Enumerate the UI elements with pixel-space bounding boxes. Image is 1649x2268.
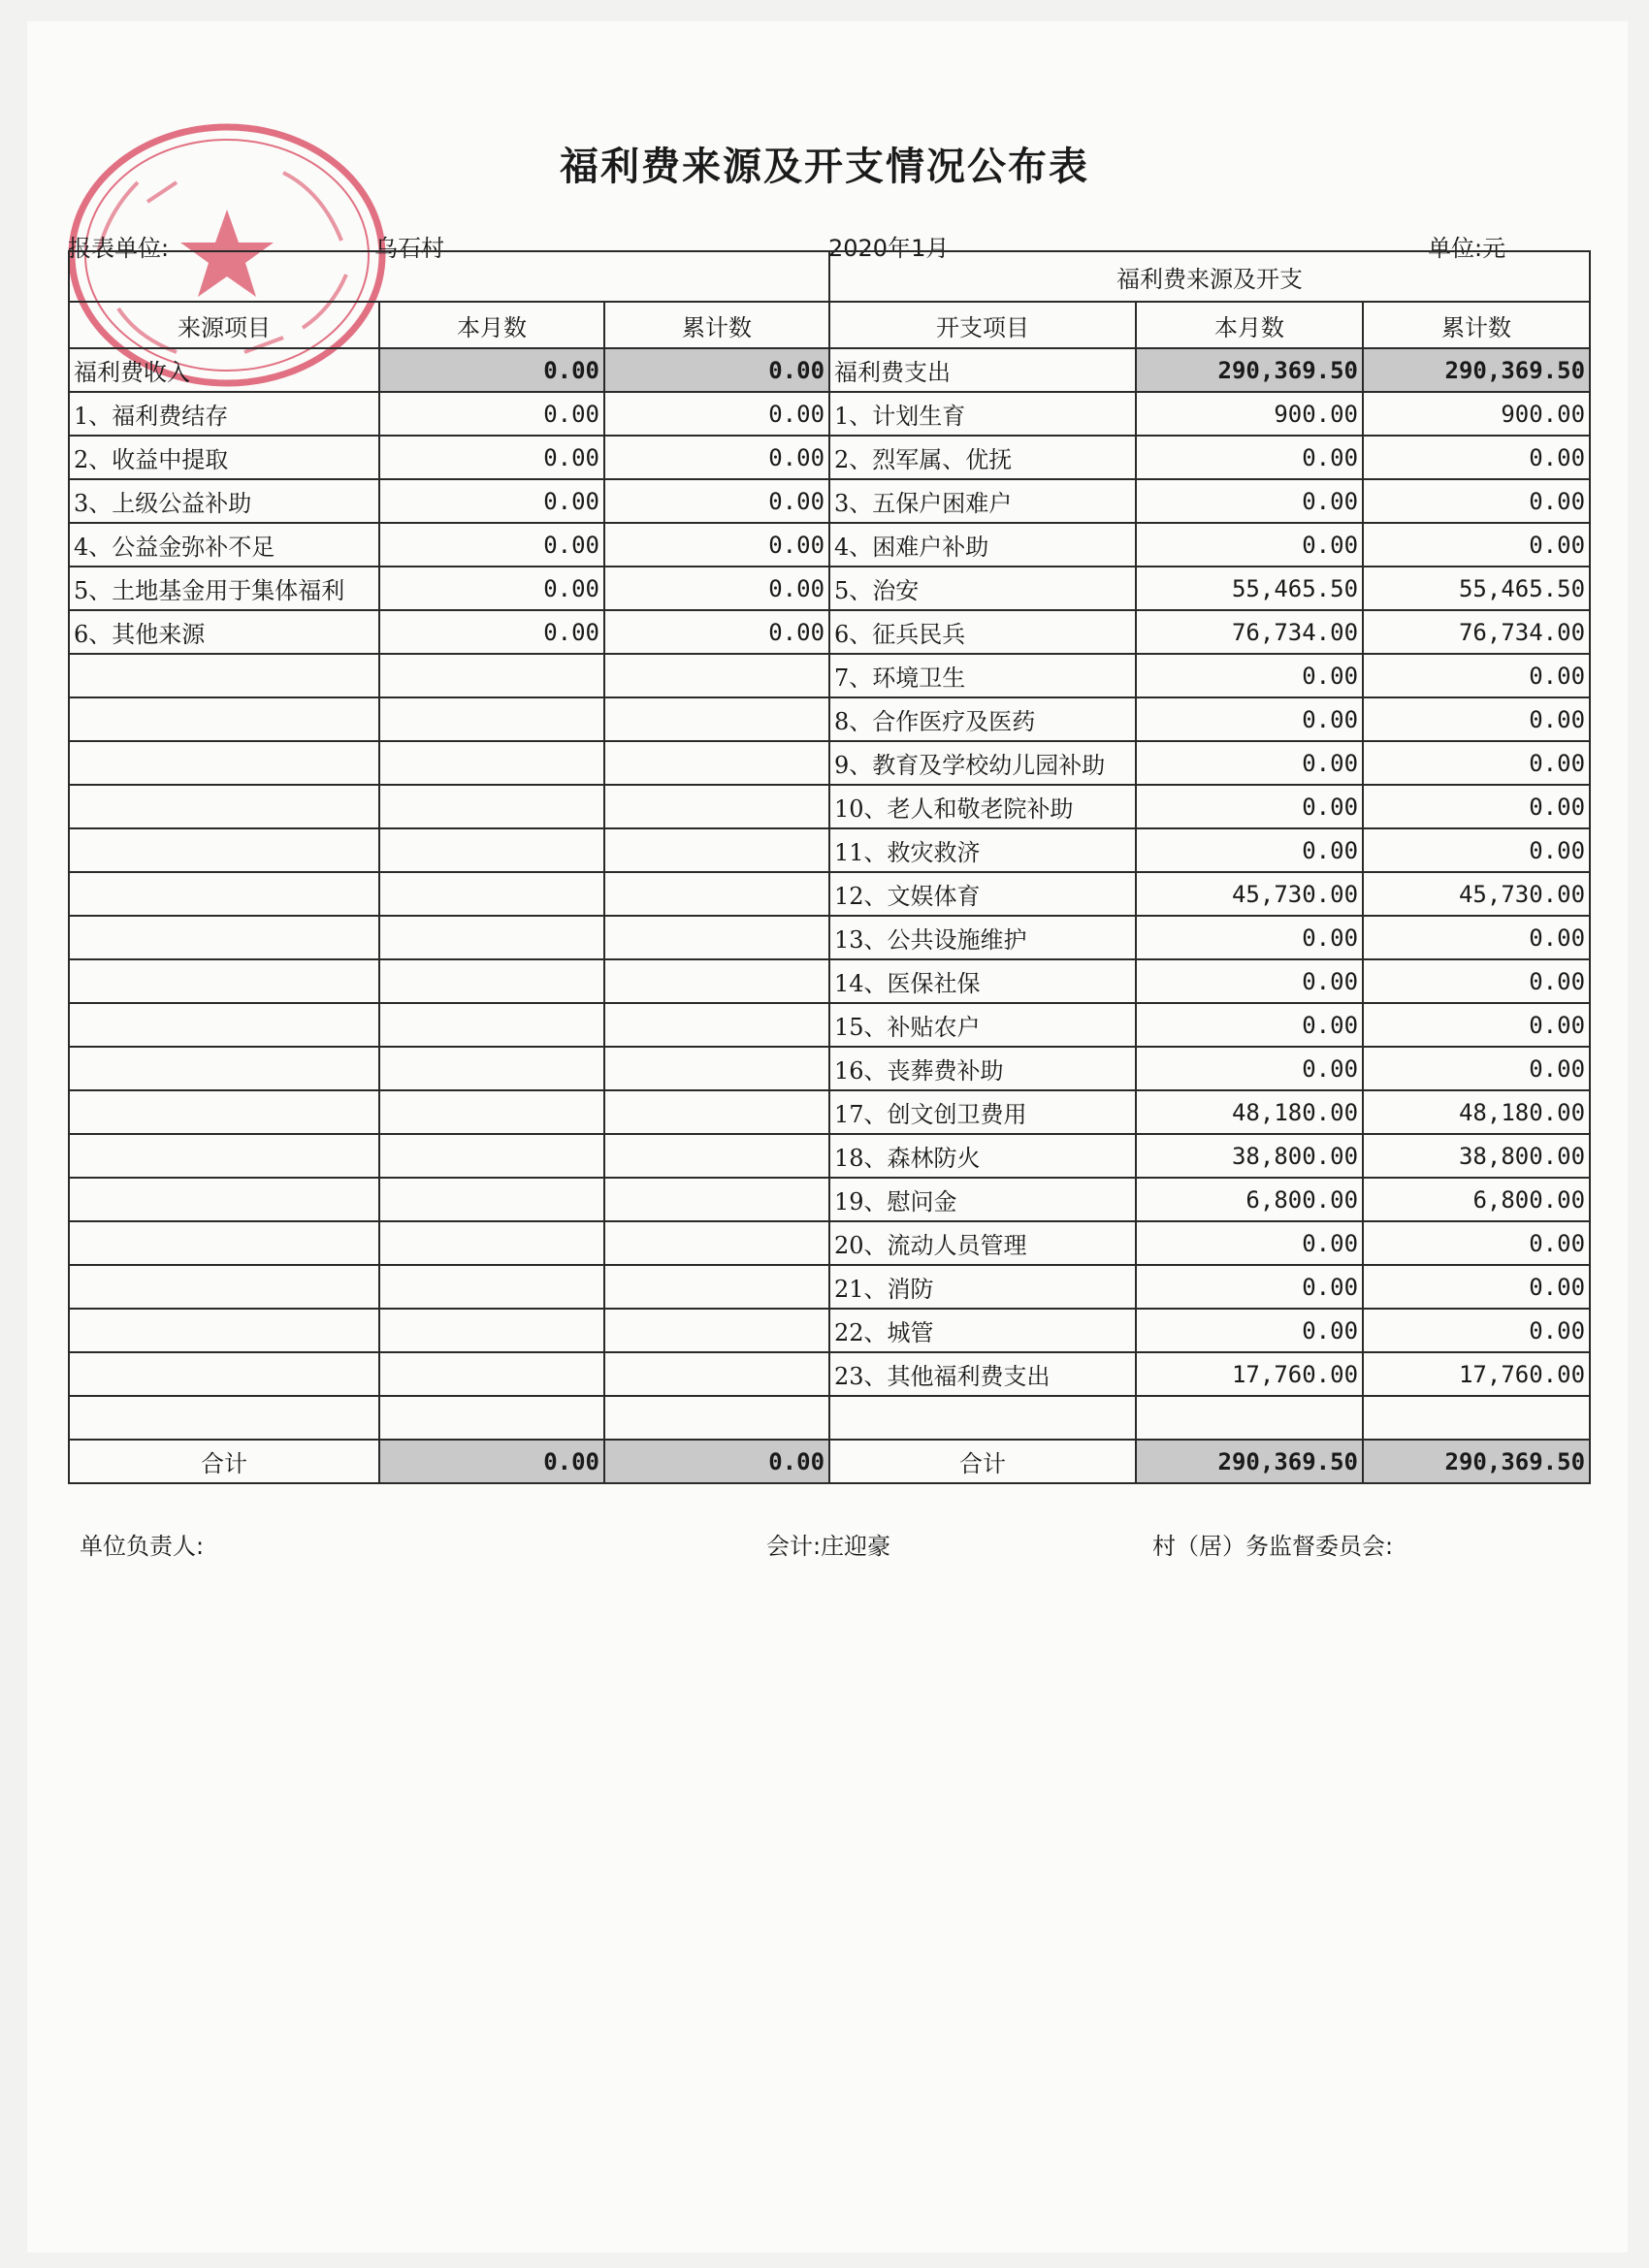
- source-cumulative-cell: [604, 1003, 829, 1047]
- table-row: [69, 1003, 1590, 1047]
- source-item-cell: [69, 785, 379, 828]
- header-source-month: 本月数: [379, 302, 604, 348]
- currency-unit: 单位:元: [1428, 235, 1506, 262]
- table-body: [69, 348, 1590, 1396]
- source-month-cell: 0.00: [379, 610, 604, 654]
- footer-supervision-committee: 村（居）务监督委员会:: [1152, 1533, 1394, 1560]
- source-item-cell: 1、福利费结存: [69, 392, 379, 436]
- expense-cumulative-cell: 0.00: [1363, 1309, 1590, 1352]
- expense-item-cell: 福利费支出: [829, 348, 1136, 392]
- table-row: [69, 1265, 1590, 1309]
- table-row: [69, 1221, 1590, 1265]
- table-row: [69, 610, 1590, 654]
- expense-item-cell: 4、困难户补助: [829, 523, 1136, 567]
- expense-cumulative-cell: 0.00: [1363, 436, 1590, 479]
- expense-item-cell: 3、五保户困难户: [829, 479, 1136, 523]
- table-row: [69, 523, 1590, 567]
- total-source-month: 0.00: [379, 1440, 604, 1483]
- table-row: [69, 1178, 1590, 1221]
- total-expense-label: 合计: [829, 1440, 1136, 1483]
- expense-cumulative-cell: 38,800.00: [1363, 1134, 1590, 1178]
- expense-cumulative-cell: 0.00: [1363, 741, 1590, 785]
- expense-item-cell: 13、公共设施维护: [829, 916, 1136, 959]
- table-row-blank: [69, 1396, 1590, 1440]
- expense-month-cell: 38,800.00: [1136, 1134, 1363, 1178]
- table-row: [69, 785, 1590, 828]
- total-expense-month: 290,369.50: [1136, 1440, 1363, 1483]
- total-source-cumulative: 0.00: [604, 1440, 829, 1483]
- source-month-cell: [379, 1047, 604, 1090]
- total-expense-cumulative: 290,369.50: [1363, 1440, 1590, 1483]
- footer-unit-head: 单位负责人:: [80, 1533, 205, 1560]
- expense-month-cell: 0.00: [1136, 1003, 1363, 1047]
- expense-cumulative-cell: 0.00: [1363, 1047, 1590, 1090]
- report-unit-label: 报表单位:: [68, 235, 170, 262]
- table-row: [69, 479, 1590, 523]
- total-source-label: 合计: [69, 1440, 379, 1483]
- expense-cumulative-cell: 17,760.00: [1363, 1352, 1590, 1396]
- source-item-cell: [69, 1309, 379, 1352]
- expense-month-cell: 6,800.00: [1136, 1178, 1363, 1221]
- expense-item-cell: 20、流动人员管理: [829, 1221, 1136, 1265]
- expense-item-cell: 22、城管: [829, 1309, 1136, 1352]
- source-month-cell: [379, 741, 604, 785]
- expense-item-cell: 1、计划生育: [829, 392, 1136, 436]
- source-item-cell: [69, 828, 379, 872]
- table-row: [69, 1047, 1590, 1090]
- source-month-cell: 0.00: [379, 479, 604, 523]
- expense-cumulative-cell: 0.00: [1363, 479, 1590, 523]
- header-expense-month: 本月数: [1136, 302, 1363, 348]
- source-month-cell: [379, 872, 604, 916]
- header-source-cumulative: 累计数: [604, 302, 829, 348]
- source-item-cell: [69, 741, 379, 785]
- expense-cumulative-cell: 0.00: [1363, 959, 1590, 1003]
- expense-cumulative-cell: 0.00: [1363, 1265, 1590, 1309]
- expense-cumulative-cell: 45,730.00: [1363, 872, 1590, 916]
- source-month-cell: 0.00: [379, 436, 604, 479]
- expense-month-cell: 76,734.00: [1136, 610, 1363, 654]
- footer-accountant: 会计:庄迎豪: [766, 1533, 891, 1560]
- source-cumulative-cell: 0.00: [604, 348, 829, 392]
- source-cumulative-cell: [604, 1352, 829, 1396]
- source-cumulative-cell: [604, 697, 829, 741]
- source-item-cell: [69, 654, 379, 697]
- source-month-cell: [379, 916, 604, 959]
- expense-month-cell: 0.00: [1136, 523, 1363, 567]
- source-cumulative-cell: 0.00: [604, 436, 829, 479]
- table-row: [69, 1090, 1590, 1134]
- source-month-cell: [379, 654, 604, 697]
- group-header-row: [69, 251, 1590, 302]
- expense-item-cell: 9、教育及学校幼儿园补助: [829, 741, 1136, 785]
- expense-cumulative-cell: 290,369.50: [1363, 348, 1590, 392]
- source-month-cell: [379, 1134, 604, 1178]
- source-month-cell: [379, 1003, 604, 1047]
- expense-month-cell: 0.00: [1136, 1265, 1363, 1309]
- table-row: [69, 872, 1590, 916]
- source-month-cell: [379, 828, 604, 872]
- total-row: [69, 1440, 1590, 1483]
- source-item-cell: [69, 697, 379, 741]
- source-cumulative-cell: [604, 1047, 829, 1090]
- source-cumulative-cell: [604, 828, 829, 872]
- source-cumulative-cell: 0.00: [604, 392, 829, 436]
- expense-item-cell: 6、征兵民兵: [829, 610, 1136, 654]
- expense-item-cell: 8、合作医疗及医药: [829, 697, 1136, 741]
- source-month-cell: [379, 1090, 604, 1134]
- welfare-fund-table: [68, 250, 1591, 1484]
- table-row: [69, 1134, 1590, 1178]
- expense-item-cell: 14、医保社保: [829, 959, 1136, 1003]
- table-row: [69, 436, 1590, 479]
- expense-month-cell: 900.00: [1136, 392, 1363, 436]
- expense-month-cell: 55,465.50: [1136, 567, 1363, 610]
- expense-month-cell: 0.00: [1136, 479, 1363, 523]
- group-header: 福利费来源及开支: [829, 251, 1590, 302]
- source-cumulative-cell: 0.00: [604, 610, 829, 654]
- table-row: [69, 654, 1590, 697]
- source-cumulative-cell: [604, 785, 829, 828]
- expense-item-cell: 21、消防: [829, 1265, 1136, 1309]
- source-cumulative-cell: [604, 916, 829, 959]
- source-item-cell: [69, 1090, 379, 1134]
- expense-month-cell: 0.00: [1136, 697, 1363, 741]
- expense-item-cell: 18、森林防火: [829, 1134, 1136, 1178]
- report-period: 2020年1月: [828, 235, 950, 262]
- table-row: [69, 697, 1590, 741]
- source-month-cell: [379, 697, 604, 741]
- expense-month-cell: 0.00: [1136, 741, 1363, 785]
- expense-item-cell: 12、文娱体育: [829, 872, 1136, 916]
- table-row: [69, 959, 1590, 1003]
- source-cumulative-cell: [604, 959, 829, 1003]
- source-cumulative-cell: [604, 872, 829, 916]
- expense-item-cell: 5、治安: [829, 567, 1136, 610]
- expense-cumulative-cell: 48,180.00: [1363, 1090, 1590, 1134]
- source-cumulative-cell: 0.00: [604, 523, 829, 567]
- source-item-cell: [69, 959, 379, 1003]
- source-month-cell: 0.00: [379, 392, 604, 436]
- source-cumulative-cell: 0.00: [604, 567, 829, 610]
- expense-item-cell: 15、补贴农户: [829, 1003, 1136, 1047]
- expense-item-cell: 10、老人和敬老院补助: [829, 785, 1136, 828]
- expense-item-cell: 23、其他福利费支出: [829, 1352, 1136, 1396]
- expense-month-cell: 0.00: [1136, 916, 1363, 959]
- source-month-cell: 0.00: [379, 348, 604, 392]
- expense-item-cell: 17、创文创卫费用: [829, 1090, 1136, 1134]
- source-month-cell: [379, 1265, 604, 1309]
- page-title: 福利费来源及开支情况公布表: [560, 145, 1089, 189]
- source-item-cell: 2、收益中提取: [69, 436, 379, 479]
- expense-month-cell: 0.00: [1136, 828, 1363, 872]
- table-row: [69, 1309, 1590, 1352]
- expense-month-cell: 0.00: [1136, 436, 1363, 479]
- table-row: [69, 828, 1590, 872]
- source-item-cell: [69, 916, 379, 959]
- source-month-cell: [379, 1178, 604, 1221]
- source-cumulative-cell: [604, 1090, 829, 1134]
- expense-item-cell: 16、丧葬费补助: [829, 1047, 1136, 1090]
- table-row: [69, 348, 1590, 392]
- expense-cumulative-cell: 76,734.00: [1363, 610, 1590, 654]
- source-month-cell: [379, 959, 604, 1003]
- source-month-cell: 0.00: [379, 523, 604, 567]
- expense-cumulative-cell: 55,465.50: [1363, 567, 1590, 610]
- source-cumulative-cell: [604, 1134, 829, 1178]
- source-cumulative-cell: 0.00: [604, 479, 829, 523]
- expense-cumulative-cell: 0.00: [1363, 1221, 1590, 1265]
- expense-cumulative-cell: 0.00: [1363, 785, 1590, 828]
- expense-month-cell: 45,730.00: [1136, 872, 1363, 916]
- source-item-cell: [69, 1047, 379, 1090]
- expense-month-cell: 0.00: [1136, 785, 1363, 828]
- table-row: [69, 567, 1590, 610]
- source-month-cell: [379, 1221, 604, 1265]
- source-item-cell: 4、公益金弥补不足: [69, 523, 379, 567]
- expense-cumulative-cell: 0.00: [1363, 1003, 1590, 1047]
- source-item-cell: 福利费收入: [69, 348, 379, 392]
- expense-cumulative-cell: 0.00: [1363, 654, 1590, 697]
- source-item-cell: [69, 872, 379, 916]
- expense-cumulative-cell: 0.00: [1363, 828, 1590, 872]
- expense-month-cell: 17,760.00: [1136, 1352, 1363, 1396]
- expense-month-cell: 48,180.00: [1136, 1090, 1363, 1134]
- source-item-cell: [69, 1134, 379, 1178]
- expense-item-cell: 7、环境卫生: [829, 654, 1136, 697]
- source-item-cell: [69, 1352, 379, 1396]
- expense-month-cell: 0.00: [1136, 1309, 1363, 1352]
- header-expense-cumulative: 累计数: [1363, 302, 1590, 348]
- expense-cumulative-cell: 0.00: [1363, 523, 1590, 567]
- source-month-cell: 0.00: [379, 567, 604, 610]
- source-cumulative-cell: [604, 1265, 829, 1309]
- expense-month-cell: 0.00: [1136, 1047, 1363, 1090]
- source-cumulative-cell: [604, 654, 829, 697]
- source-month-cell: [379, 785, 604, 828]
- table-row: [69, 916, 1590, 959]
- expense-cumulative-cell: 0.00: [1363, 916, 1590, 959]
- expense-month-cell: 0.00: [1136, 959, 1363, 1003]
- report-unit-name: 乌石村: [374, 235, 444, 262]
- source-month-cell: [379, 1352, 604, 1396]
- source-item-cell: 3、上级公益补助: [69, 479, 379, 523]
- source-cumulative-cell: [604, 1309, 829, 1352]
- expense-item-cell: 2、烈军属、优抚: [829, 436, 1136, 479]
- expense-item-cell: 11、救灾救济: [829, 828, 1136, 872]
- source-cumulative-cell: [604, 741, 829, 785]
- table-row: [69, 392, 1590, 436]
- expense-cumulative-cell: 0.00: [1363, 697, 1590, 741]
- expense-cumulative-cell: 900.00: [1363, 392, 1590, 436]
- source-month-cell: [379, 1309, 604, 1352]
- group-header-blank: [69, 251, 829, 302]
- table-row: [69, 741, 1590, 785]
- source-item-cell: [69, 1178, 379, 1221]
- column-header-row: [69, 302, 1590, 348]
- source-cumulative-cell: [604, 1178, 829, 1221]
- expense-month-cell: 290,369.50: [1136, 348, 1363, 392]
- source-item-cell: [69, 1221, 379, 1265]
- source-item-cell: 6、其他来源: [69, 610, 379, 654]
- expense-month-cell: 0.00: [1136, 1221, 1363, 1265]
- header-source-item: 来源项目: [69, 302, 379, 348]
- expense-cumulative-cell: 6,800.00: [1363, 1178, 1590, 1221]
- table-row: [69, 1352, 1590, 1396]
- source-cumulative-cell: [604, 1221, 829, 1265]
- source-item-cell: [69, 1265, 379, 1309]
- source-item-cell: 5、土地基金用于集体福利: [69, 567, 379, 610]
- header-expense-item: 开支项目: [829, 302, 1136, 348]
- expense-month-cell: 0.00: [1136, 654, 1363, 697]
- expense-item-cell: 19、慰问金: [829, 1178, 1136, 1221]
- source-item-cell: [69, 1003, 379, 1047]
